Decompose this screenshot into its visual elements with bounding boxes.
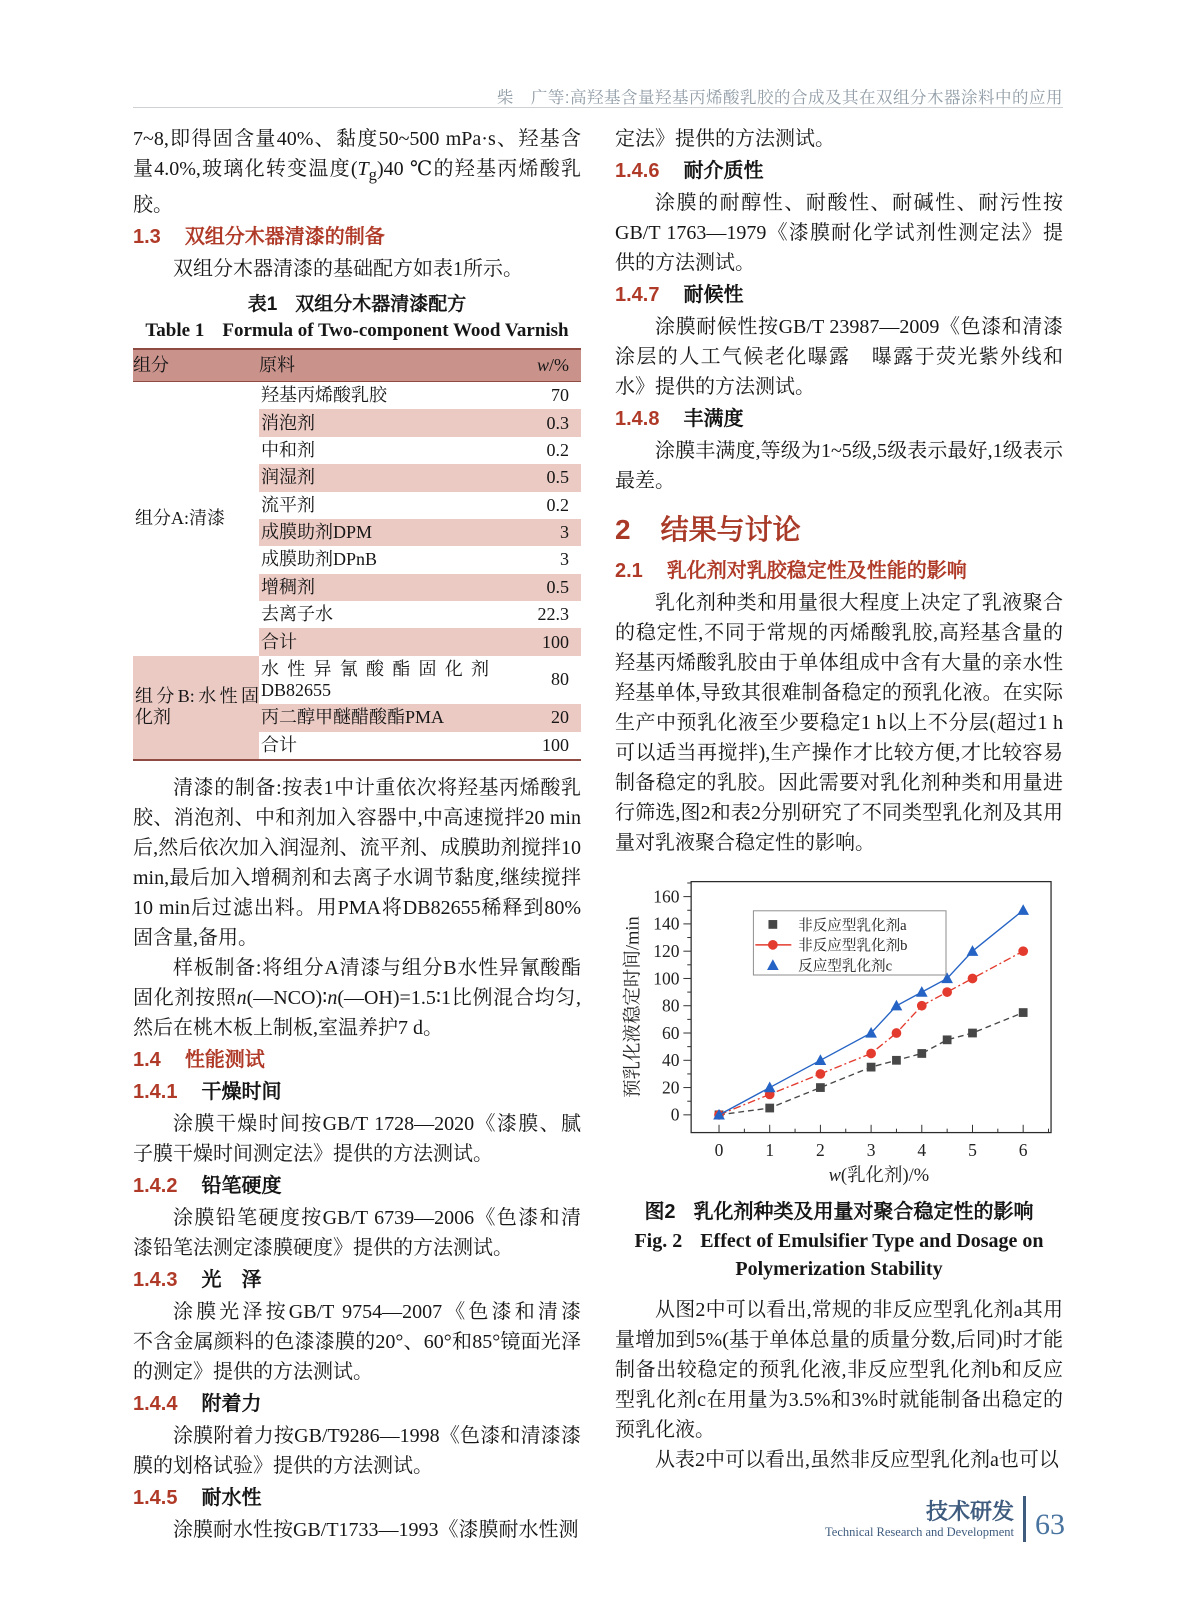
variable-Tg: T bbox=[357, 158, 369, 180]
table-caption-en bbox=[133, 318, 581, 344]
heading-title: 丰满度 bbox=[683, 408, 744, 430]
figure-caption-zh bbox=[615, 1197, 1063, 1227]
heading-title: 耐介质性 bbox=[683, 160, 764, 182]
footer-section bbox=[825, 1499, 1014, 1540]
footer-section-zh: 技术研发 bbox=[925, 1498, 1014, 1524]
formula-table bbox=[133, 348, 581, 761]
heading-1-3 bbox=[133, 222, 581, 252]
column-header-w-unit: /% bbox=[549, 355, 569, 375]
table-cell-value: 100 bbox=[542, 734, 569, 755]
column-header-w bbox=[489, 349, 581, 382]
x-tick-label: 2 bbox=[816, 1139, 825, 1160]
y-tick-label: 40 bbox=[661, 1050, 680, 1071]
marker-circle bbox=[866, 1049, 876, 1059]
x-tick-label: 5 bbox=[968, 1139, 977, 1160]
column-header-w-symbol: w bbox=[536, 355, 549, 375]
heading-title: 耐水性 bbox=[201, 1486, 262, 1509]
x-tick-label: 6 bbox=[1018, 1139, 1028, 1160]
two-column-layout bbox=[133, 124, 1063, 1545]
right-column bbox=[615, 124, 1063, 1545]
marker-square bbox=[968, 1029, 977, 1038]
paragraph-text: )40 ℃的羟基丙烯酸乳胶。 bbox=[133, 158, 581, 216]
paragraph: 双组分木器清漆的基础配方如表1所示。 bbox=[173, 258, 523, 280]
paragraph: 涂膜干燥时间按GB/T 1728—2020《漆膜、腻子膜干燥时间测定法》提供的方法测试。 bbox=[133, 1112, 581, 1165]
footer-divider bbox=[1023, 1496, 1026, 1542]
table-caption-zh bbox=[133, 292, 581, 318]
table-cell-material: 羟基丙烯酸乳胶 bbox=[261, 385, 387, 406]
marker-triangle bbox=[967, 945, 979, 956]
figure-2 bbox=[615, 868, 1063, 1283]
heading-number: 1.4.8 bbox=[615, 408, 660, 430]
paragraph: 从图2中可以看出,常规的非反应型乳化剂a其用量增加到5%(基于单体总量的质量分数,后同)时才能制备出较稳定的预乳化液,非反应型乳化剂b和反应型乳化剂c在用量为3.5%和3%时就能制备出稳定的预乳化液。 bbox=[615, 1299, 1063, 1441]
heading-1-4-3 bbox=[133, 1265, 581, 1295]
table-cell-material: 合计 bbox=[259, 628, 489, 655]
heading-1-4-4 bbox=[133, 1389, 581, 1419]
table-cell-value: 80 bbox=[551, 669, 569, 690]
table-cell-value: 22.3 bbox=[537, 604, 569, 625]
table-group-label: 组分B:水性固化剂 bbox=[133, 656, 259, 760]
table-cell-material: 增稠剂 bbox=[259, 574, 489, 601]
table-cell-value: 0.2 bbox=[546, 439, 569, 460]
paragraph: 涂膜的耐醇性、耐酸性、耐碱性、耐污性按GB/T 1763—1979《漆膜耐化学试剂性测定法》提供的方法测试。 bbox=[615, 192, 1063, 274]
table-cell-material: 去离子水 bbox=[261, 604, 333, 625]
y-tick-label: 100 bbox=[653, 968, 680, 989]
figure-caption-label: 图2 bbox=[644, 1201, 676, 1223]
marker-square bbox=[867, 1063, 876, 1072]
heading-number: 1.4.2 bbox=[133, 1174, 178, 1197]
table-header-row bbox=[133, 349, 581, 382]
paragraph-text: (—NCO)∶ bbox=[246, 986, 328, 1009]
marker-square bbox=[892, 1056, 901, 1065]
heading-number: 1.4.6 bbox=[615, 160, 660, 182]
paragraph-text: (—OH)=1.5∶1比例混合均匀,然后在桃木板上制板,室温养护7 d。 bbox=[133, 986, 581, 1039]
heading-1-4 bbox=[133, 1045, 581, 1075]
x-tick-label: 0 bbox=[714, 1139, 724, 1160]
paragraph: 涂膜光泽按GB/T 9754—2007《色漆和清漆 不含金属颜料的色漆漆膜的20°、60°和85°镜面光泽的测定》提供的方法测试。 bbox=[133, 1300, 601, 1383]
table-row bbox=[133, 382, 581, 410]
marker-triangle bbox=[916, 986, 928, 997]
paragraph: 涂膜丰满度,等级为1~5级,5级表示最好,1级表示最差。 bbox=[615, 440, 1063, 492]
heading-number: 2.1 bbox=[615, 560, 643, 582]
x-tick-label: 3 bbox=[866, 1139, 876, 1160]
table-cell-value: 0.5 bbox=[489, 464, 581, 491]
table-cell-value: 0.2 bbox=[546, 494, 569, 515]
y-tick-label: 20 bbox=[661, 1077, 680, 1098]
table-caption-label: Table 1 bbox=[145, 320, 205, 341]
marker-triangle bbox=[764, 1082, 776, 1093]
paragraph: 清漆的制备:按表1中计重依次将羟基丙烯酸乳胶、消泡剂、中和剂加入容器中,中高速搅拌20 min后,然后依次加入润湿剂、流平剂、成膜助剂搅拌10 min,最后加入增稠剂和去离子水调节黏度,继续搅拌10 min后过滤出料。用PMA将DB82655稀释到80%固含量,备用。 bbox=[133, 776, 581, 949]
y-tick-label: 120 bbox=[653, 941, 680, 962]
x-tick-label: 1 bbox=[765, 1139, 775, 1160]
table-cell-material: 消泡剂 bbox=[259, 409, 489, 436]
running-head: 柴 广等:高羟基含量羟基丙烯酸乳胶的合成及其在双组分木器涂料中的应用 bbox=[496, 89, 1063, 107]
variable-n: n bbox=[236, 986, 247, 1009]
column-header-component: 组分 bbox=[133, 349, 259, 382]
marker-square bbox=[816, 1083, 825, 1092]
table-cell-material: 成膜助剂DPnB bbox=[261, 549, 378, 570]
paragraph bbox=[133, 953, 581, 1043]
marker-square bbox=[768, 920, 777, 929]
heading-1-4-7 bbox=[615, 280, 1063, 310]
x-axis-label: w(乳化剂)/% bbox=[828, 1165, 930, 1186]
heading-title: 耐候性 bbox=[683, 284, 744, 306]
heading-title: 乳化剂对乳胶稳定性及性能的影响 bbox=[666, 560, 967, 582]
paragraph: 涂膜铅笔硬度按GB/T 6739—2006《色漆和清漆铅笔法测定漆膜硬度》提供的方法测试。 bbox=[133, 1206, 581, 1259]
heading-title: 光 泽 bbox=[201, 1268, 262, 1291]
heading-title: 干燥时间 bbox=[201, 1080, 282, 1103]
heading-1-4-8 bbox=[615, 404, 1063, 434]
table-cell-value: 20 bbox=[489, 704, 581, 731]
heading-title: 结果与讨论 bbox=[660, 514, 801, 545]
marker-triangle bbox=[1017, 904, 1029, 915]
y-tick-label: 160 bbox=[653, 886, 680, 907]
heading-2-1 bbox=[615, 556, 1063, 586]
paragraph-text: 7~8,即得固含量40%、黏度50~500 mPa·s、羟基含量4.0%,玻璃化转变温度( bbox=[133, 128, 581, 180]
marker-circle bbox=[1018, 946, 1028, 956]
footer-section-en: Technical Research and Development bbox=[825, 1524, 1014, 1539]
table-cell-value: 0.5 bbox=[489, 574, 581, 601]
heading-number: 1.4.4 bbox=[133, 1392, 178, 1415]
heading-number: 1.4 bbox=[133, 1048, 161, 1071]
y-tick-label: 0 bbox=[670, 1104, 680, 1125]
variable-n: n bbox=[327, 986, 338, 1009]
marker-square bbox=[765, 1104, 774, 1113]
table-cell-material: 中和剂 bbox=[261, 439, 315, 460]
table-group-label: 组分A:清漆 bbox=[135, 508, 225, 529]
table-cell-material: 润湿剂 bbox=[259, 464, 489, 491]
heading-title: 铅笔硬度 bbox=[201, 1174, 282, 1197]
marker-square bbox=[917, 1049, 926, 1058]
table-cell-material: 合计 bbox=[261, 734, 297, 755]
heading-title: 附着力 bbox=[201, 1392, 262, 1415]
heading-number: 1.4.5 bbox=[133, 1486, 178, 1509]
table-caption-label: 表1 bbox=[247, 294, 278, 315]
paragraph-text: 样板制备:将组分A清漆与组分B水性异氰酸酯固化剂按照 bbox=[133, 956, 581, 1009]
paragraph bbox=[133, 124, 581, 220]
paragraph: 涂膜耐候性按GB/T 23987—2009《色漆和清漆涂层的人工气候老化曝露 曝露于荧光紫外线和水》提供的方法测试。 bbox=[615, 316, 1063, 398]
table-cell-material: 成膜助剂DPM bbox=[259, 519, 489, 546]
heading-title: 双组分木器清漆的制备 bbox=[184, 226, 385, 248]
table-row bbox=[133, 656, 581, 704]
figure-chart-svg bbox=[615, 868, 1063, 1189]
table-cell-value: 3 bbox=[560, 549, 569, 570]
heading-1-4-1 bbox=[133, 1077, 581, 1107]
paragraph: 涂膜附着力按GB/T9286—1998《色漆和清漆漆膜的划格试验》提供的方法测试。 bbox=[133, 1424, 581, 1477]
x-tick-label: 4 bbox=[917, 1139, 927, 1160]
column-header-material: 原料 bbox=[259, 349, 489, 382]
marker-circle bbox=[768, 940, 778, 950]
y-tick-label: 140 bbox=[653, 913, 680, 934]
legend-label: 反应型乳化剂c bbox=[798, 958, 893, 975]
table-caption-text: Formula of Two-component Wood Varnish bbox=[222, 320, 569, 341]
table-cell-value: 100 bbox=[489, 628, 581, 655]
figure-caption-text: 乳化剂种类及用量对聚合稳定性的影响 bbox=[693, 1201, 1034, 1223]
variable-Tg-sub: g bbox=[368, 165, 377, 184]
legend-label: 非反应型乳化剂b bbox=[798, 938, 908, 955]
heading-number: 1.4.3 bbox=[133, 1268, 178, 1291]
heading-number: 1.3 bbox=[133, 226, 161, 248]
footer bbox=[825, 1496, 1065, 1542]
marker-triangle bbox=[891, 1000, 903, 1011]
table-header bbox=[133, 349, 581, 382]
table-cell-material: 流平剂 bbox=[261, 494, 315, 515]
marker-square bbox=[943, 1035, 952, 1044]
heading-number: 2 bbox=[615, 514, 631, 545]
y-tick-label: 80 bbox=[661, 995, 680, 1016]
figure-caption-text: Effect of Emulsifier Type and Dosage on Polymerization Stability bbox=[700, 1230, 1044, 1280]
paragraph: 涂膜耐水性按GB/T1733—1993《漆膜耐水性测 bbox=[173, 1518, 579, 1541]
paragraph: 乳化剂种类和用量很大程度上决定了乳液聚合的稳定性,不同于常规的丙烯酸乳胶,高羟基含量的羟基丙烯酸乳胶由于单体组成中含有大量的亲水性羟基单体,导致其很难制备稳定的预乳化液。在实际生产中预乳化液至少要稳定1 h以上不分层(超过1 h可以适当再搅拌),生产操作才比较方便,才比较容易制备稳定的乳胶。因此需要对乳化剂种类和用量进行筛选,图2和表2分别研究了不同类型乳化剂及其用量对乳液聚合稳定性的影响。 bbox=[615, 592, 1063, 854]
heading-1-4-2 bbox=[133, 1171, 581, 1201]
heading-number: 1.4.1 bbox=[133, 1080, 178, 1103]
header-rule bbox=[133, 107, 1063, 108]
legend-label: 非反应型乳化剂a bbox=[798, 917, 907, 934]
left-column bbox=[133, 124, 601, 1545]
table-cell-value: 70 bbox=[551, 385, 569, 406]
heading-number: 1.4.7 bbox=[615, 284, 660, 306]
marker-circle bbox=[942, 987, 952, 997]
paragraph: 从表2中可以看出,虽然非反应型乳化剂a也可以 bbox=[655, 1449, 1059, 1471]
y-tick-label: 60 bbox=[661, 1022, 680, 1043]
marker-circle bbox=[892, 1028, 902, 1038]
table-cell-value: 0.3 bbox=[489, 409, 581, 436]
heading-2 bbox=[615, 512, 1063, 548]
page-number: 63 bbox=[1035, 1508, 1065, 1541]
marker-circle bbox=[968, 974, 978, 984]
marker-circle bbox=[917, 1001, 927, 1011]
figure-caption-en bbox=[615, 1227, 1063, 1283]
table-cell-material: 丙二醇甲醚醋酸酯PMA bbox=[259, 704, 489, 731]
table-body bbox=[133, 382, 581, 760]
table-caption-text: 双组分木器清漆配方 bbox=[295, 294, 467, 315]
y-axis-label: 预乳化液稳定时间/min bbox=[622, 916, 643, 1098]
heading-title: 性能测试 bbox=[184, 1048, 265, 1071]
marker-circle bbox=[816, 1069, 826, 1079]
paragraph: 定法》提供的方法测试。 bbox=[615, 128, 835, 150]
table-cell-value: 3 bbox=[489, 519, 581, 546]
table-cell-material: 水性异氰酸酯固化剂DB82655 bbox=[261, 658, 489, 700]
figure-caption-label: Fig. 2 bbox=[634, 1230, 683, 1252]
marker-triangle bbox=[815, 1054, 827, 1065]
marker-square bbox=[1019, 1008, 1028, 1017]
heading-1-4-6 bbox=[615, 156, 1063, 186]
heading-1-4-5 bbox=[133, 1483, 581, 1513]
